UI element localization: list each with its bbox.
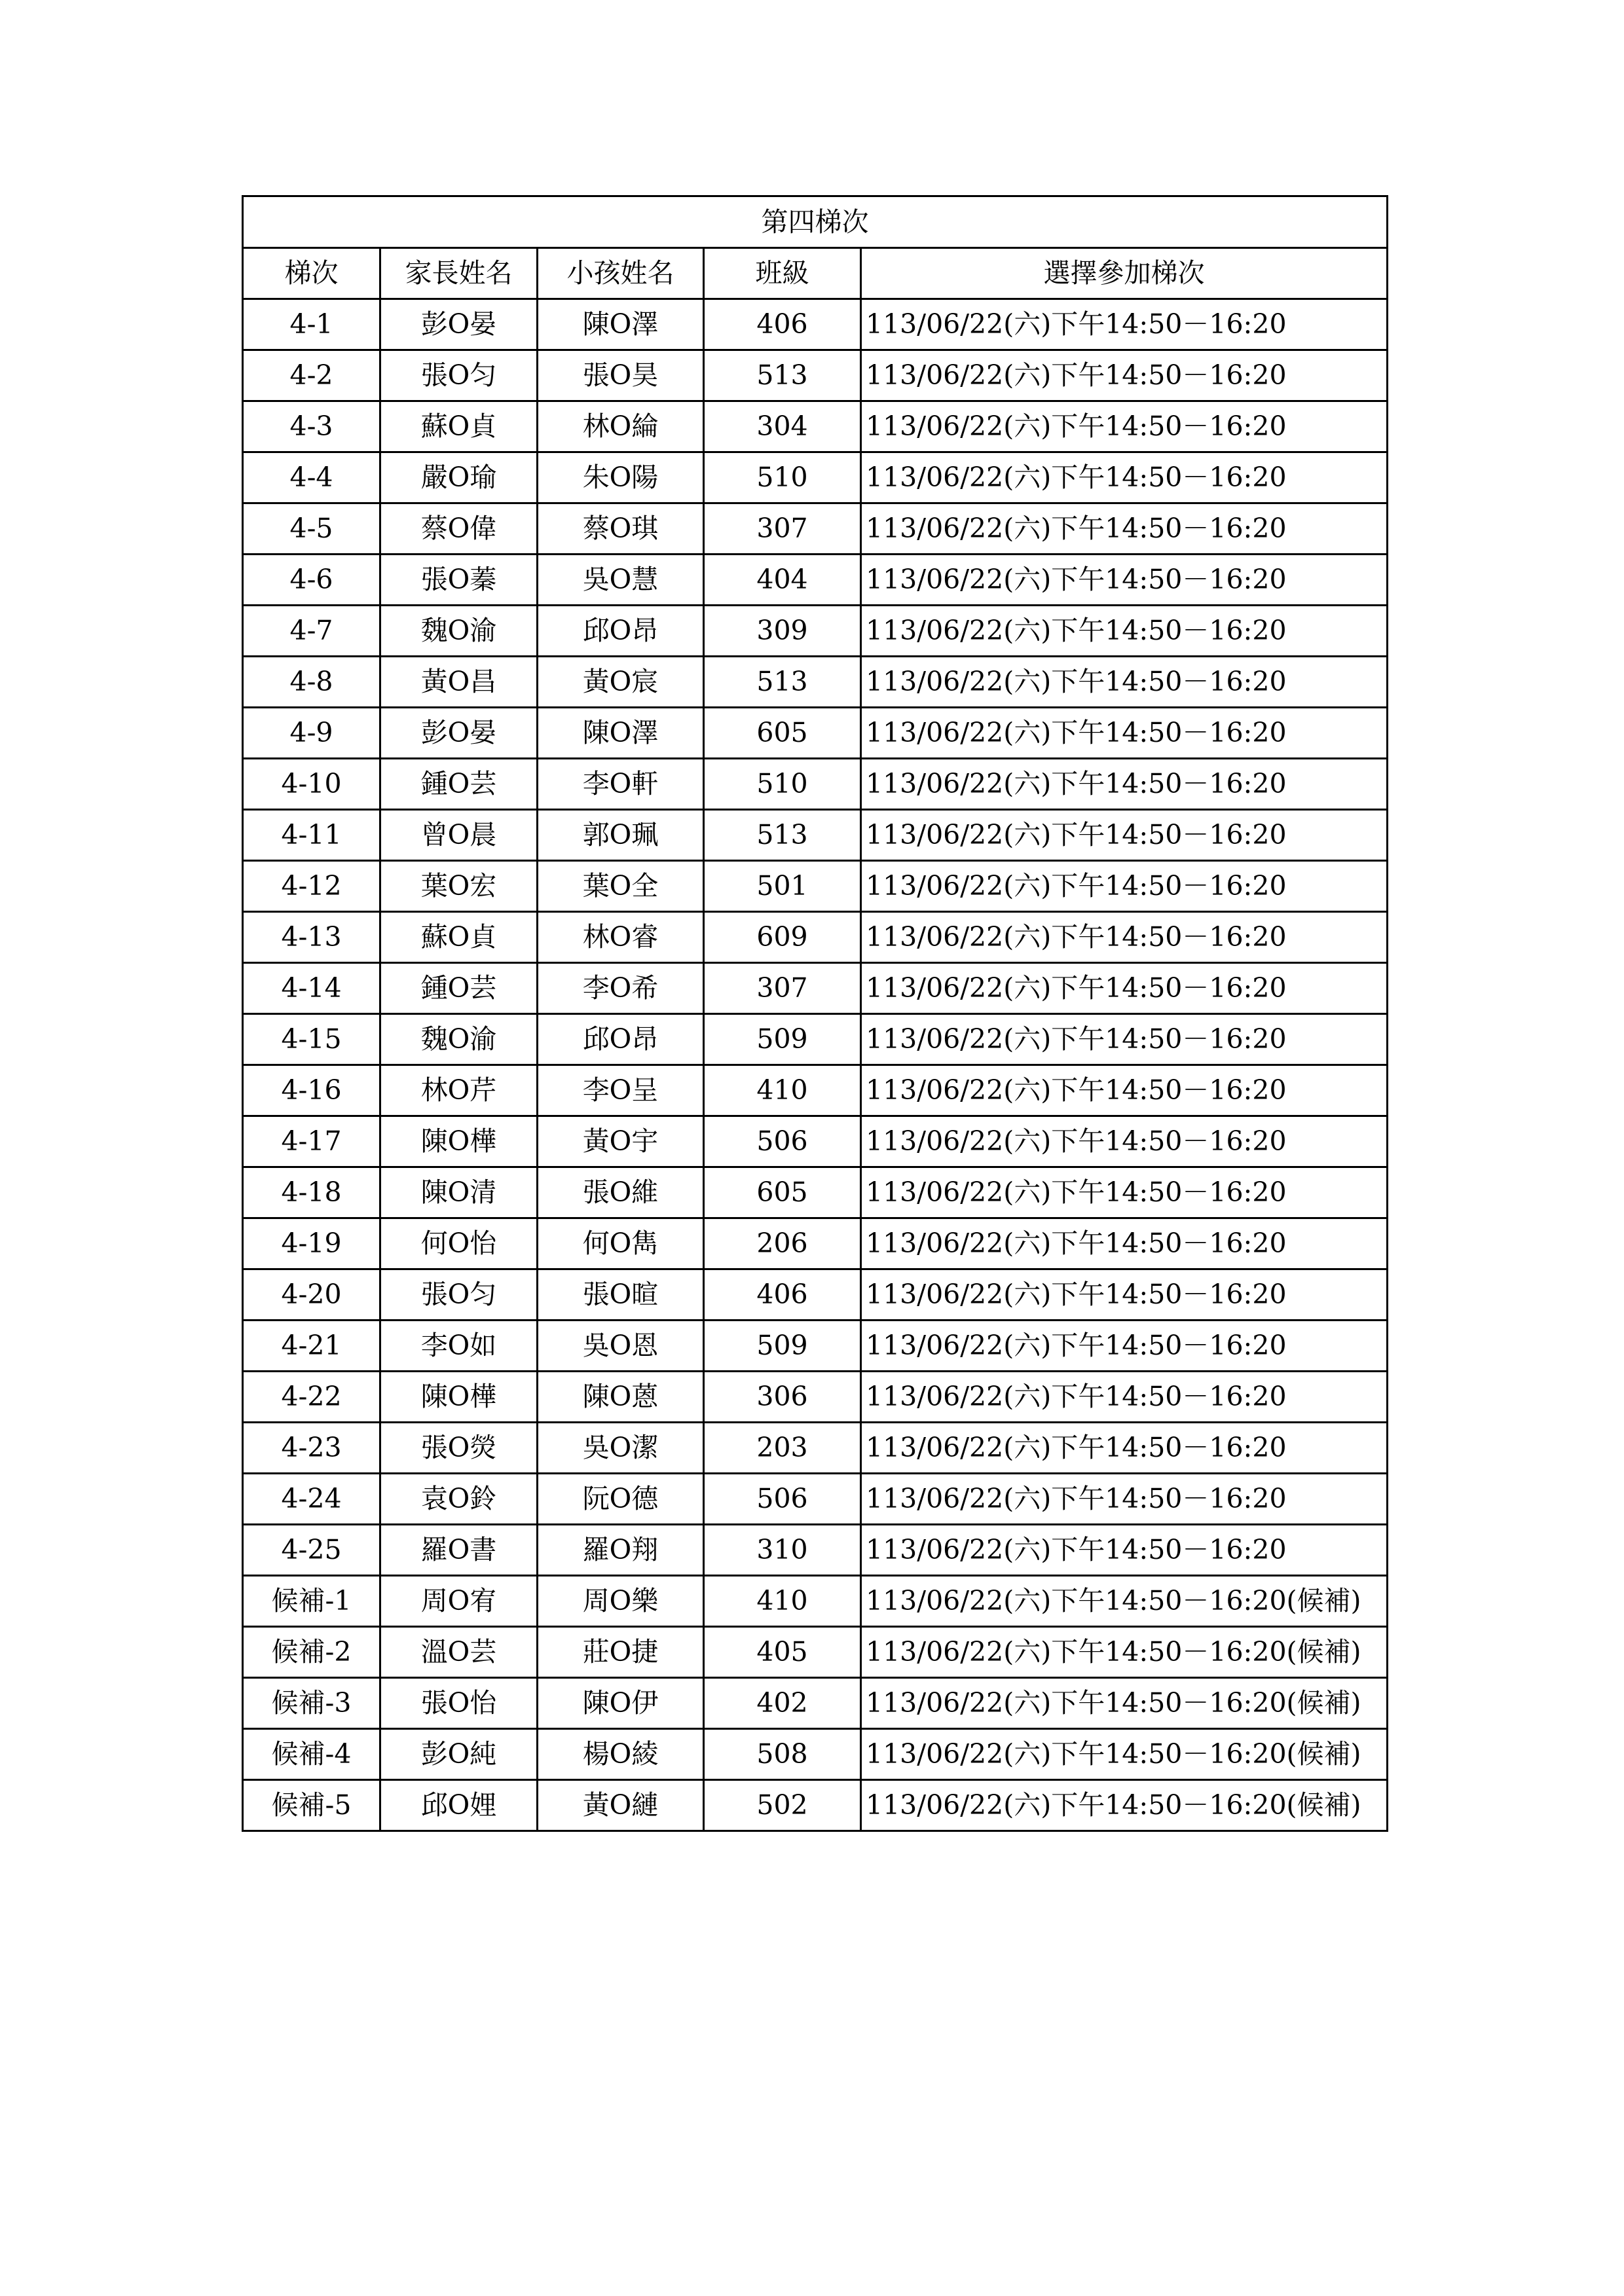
selected-session-cell: 113/06/22(六)下午14:50－16:20(候補): [861, 1780, 1388, 1831]
parent-name-cell: 林O芹: [380, 1065, 538, 1116]
parent-name-cell: 蔡O偉: [380, 503, 538, 555]
selected-session-cell: 113/06/22(六)下午14:50－16:20: [861, 350, 1388, 401]
class-cell: 304: [704, 401, 861, 452]
session-cell: 4-19: [243, 1218, 380, 1269]
child-name-cell: 張O昊: [538, 350, 704, 401]
class-cell: 410: [704, 1576, 861, 1627]
session-cell: 4-17: [243, 1116, 380, 1167]
title-row: [243, 196, 1388, 248]
table-row: [243, 657, 1388, 708]
table-row: [243, 452, 1388, 503]
selected-session-cell: 113/06/22(六)下午14:50－16:20: [861, 1269, 1388, 1321]
class-cell: 306: [704, 1372, 861, 1423]
table-row: [243, 1576, 1388, 1627]
parent-name-cell: 張O怡: [380, 1678, 538, 1729]
selected-session-cell: 113/06/22(六)下午14:50－16:20: [861, 1525, 1388, 1576]
table-title: 第四梯次: [243, 196, 1388, 248]
session-cell: 候補-3: [243, 1678, 380, 1729]
session-cell: 候補-1: [243, 1576, 380, 1627]
parent-name-cell: 李O如: [380, 1321, 538, 1372]
selected-session-cell: 113/06/22(六)下午14:50－16:20: [861, 299, 1388, 350]
parent-name-cell: 張O蓁: [380, 555, 538, 606]
class-cell: 307: [704, 963, 861, 1014]
header-parent-name: 家長姓名: [380, 248, 538, 299]
child-name-cell: 黃O宸: [538, 657, 704, 708]
schedule-table-body: [243, 196, 1388, 1831]
child-name-cell: 李O軒: [538, 759, 704, 810]
table-row: [243, 963, 1388, 1014]
session-cell: 4-16: [243, 1065, 380, 1116]
parent-name-cell: 羅O書: [380, 1525, 538, 1576]
child-name-cell: 何O雋: [538, 1218, 704, 1269]
selected-session-cell: 113/06/22(六)下午14:50－16:20(候補): [861, 1729, 1388, 1780]
table-row: [243, 350, 1388, 401]
selected-session-cell: 113/06/22(六)下午14:50－16:20: [861, 1218, 1388, 1269]
table-row: [243, 299, 1388, 350]
parent-name-cell: 何O怡: [380, 1218, 538, 1269]
session-cell: 4-6: [243, 555, 380, 606]
table-row: [243, 555, 1388, 606]
parent-name-cell: 陳O樺: [380, 1372, 538, 1423]
table-row: [243, 1269, 1388, 1321]
parent-name-cell: 鍾O芸: [380, 963, 538, 1014]
session-cell: 4-11: [243, 810, 380, 861]
table-row: [243, 1423, 1388, 1474]
session-cell: 4-8: [243, 657, 380, 708]
class-cell: 509: [704, 1321, 861, 1372]
parent-name-cell: 袁O鈴: [380, 1474, 538, 1525]
session-cell: 4-20: [243, 1269, 380, 1321]
selected-session-cell: 113/06/22(六)下午14:50－16:20(候補): [861, 1678, 1388, 1729]
child-name-cell: 張O暄: [538, 1269, 704, 1321]
session-cell: 4-21: [243, 1321, 380, 1372]
parent-name-cell: 蘇O貞: [380, 401, 538, 452]
header-class: 班級: [704, 248, 861, 299]
parent-name-cell: 魏O渝: [380, 606, 538, 657]
class-cell: 513: [704, 350, 861, 401]
table-row: [243, 503, 1388, 555]
table-row: [243, 1065, 1388, 1116]
class-cell: 605: [704, 1167, 861, 1218]
session-cell: 候補-5: [243, 1780, 380, 1831]
parent-name-cell: 嚴O瑜: [380, 452, 538, 503]
parent-name-cell: 彭O純: [380, 1729, 538, 1780]
selected-session-cell: 113/06/22(六)下午14:50－16:20: [861, 606, 1388, 657]
child-name-cell: 朱O陽: [538, 452, 704, 503]
selected-session-cell: 113/06/22(六)下午14:50－16:20: [861, 1116, 1388, 1167]
child-name-cell: 葉O全: [538, 861, 704, 912]
child-name-cell: 吳O恩: [538, 1321, 704, 1372]
child-name-cell: 陳O澤: [538, 299, 704, 350]
table-row: [243, 1729, 1388, 1780]
session-cell: 4-18: [243, 1167, 380, 1218]
selected-session-cell: 113/06/22(六)下午14:50－16:20: [861, 963, 1388, 1014]
selected-session-cell: 113/06/22(六)下午14:50－16:20(候補): [861, 1576, 1388, 1627]
table-row: [243, 1525, 1388, 1576]
session-cell: 4-5: [243, 503, 380, 555]
parent-name-cell: 陳O樺: [380, 1116, 538, 1167]
child-name-cell: 張O維: [538, 1167, 704, 1218]
parent-name-cell: 黃O昌: [380, 657, 538, 708]
child-name-cell: 蔡O琪: [538, 503, 704, 555]
table-row: [243, 1678, 1388, 1729]
class-cell: 506: [704, 1116, 861, 1167]
child-name-cell: 吳O慧: [538, 555, 704, 606]
session-cell: 4-4: [243, 452, 380, 503]
selected-session-cell: 113/06/22(六)下午14:50－16:20: [861, 1372, 1388, 1423]
class-cell: 513: [704, 657, 861, 708]
class-cell: 309: [704, 606, 861, 657]
table-row: [243, 1780, 1388, 1831]
session-cell: 4-1: [243, 299, 380, 350]
table-row: [243, 1474, 1388, 1525]
table-row: [243, 861, 1388, 912]
class-cell: 402: [704, 1678, 861, 1729]
selected-session-cell: 113/06/22(六)下午14:50－16:20: [861, 1321, 1388, 1372]
child-name-cell: 邱O昂: [538, 1014, 704, 1065]
selected-session-cell: 113/06/22(六)下午14:50－16:20: [861, 401, 1388, 452]
child-name-cell: 邱O昂: [538, 606, 704, 657]
child-name-cell: 郭O珮: [538, 810, 704, 861]
selected-session-cell: 113/06/22(六)下午14:50－16:20: [861, 1423, 1388, 1474]
child-name-cell: 陳O蒽: [538, 1372, 704, 1423]
class-cell: 307: [704, 503, 861, 555]
table-row: [243, 708, 1388, 759]
child-name-cell: 周O樂: [538, 1576, 704, 1627]
child-name-cell: 黃O宇: [538, 1116, 704, 1167]
table-row: [243, 1321, 1388, 1372]
session-cell: 4-25: [243, 1525, 380, 1576]
selected-session-cell: 113/06/22(六)下午14:50－16:20: [861, 1014, 1388, 1065]
session-cell: 候補-2: [243, 1627, 380, 1678]
selected-session-cell: 113/06/22(六)下午14:50－16:20: [861, 657, 1388, 708]
table-row: [243, 1116, 1388, 1167]
selected-session-cell: 113/06/22(六)下午14:50－16:20: [861, 452, 1388, 503]
schedule-table: [242, 195, 1388, 1832]
selected-session-cell: 113/06/22(六)下午14:50－16:20(候補): [861, 1627, 1388, 1678]
header-session: 梯次: [243, 248, 380, 299]
parent-name-cell: 邱O娌: [380, 1780, 538, 1831]
child-name-cell: 羅O翔: [538, 1525, 704, 1576]
table-row: [243, 1627, 1388, 1678]
table-row: [243, 810, 1388, 861]
class-cell: 506: [704, 1474, 861, 1525]
selected-session-cell: 113/06/22(六)下午14:50－16:20: [861, 1065, 1388, 1116]
class-cell: 405: [704, 1627, 861, 1678]
parent-name-cell: 張O匀: [380, 350, 538, 401]
selected-session-cell: 113/06/22(六)下午14:50－16:20: [861, 810, 1388, 861]
table-row: [243, 1014, 1388, 1065]
class-cell: 406: [704, 1269, 861, 1321]
child-name-cell: 李O呈: [538, 1065, 704, 1116]
table-row: [243, 1167, 1388, 1218]
parent-name-cell: 張O匀: [380, 1269, 538, 1321]
child-name-cell: 林O綸: [538, 401, 704, 452]
session-cell: 4-14: [243, 963, 380, 1014]
header-child-name: 小孩姓名: [538, 248, 704, 299]
session-cell: 候補-4: [243, 1729, 380, 1780]
class-cell: 510: [704, 759, 861, 810]
class-cell: 508: [704, 1729, 861, 1780]
class-cell: 206: [704, 1218, 861, 1269]
selected-session-cell: 113/06/22(六)下午14:50－16:20: [861, 708, 1388, 759]
child-name-cell: 吳O潔: [538, 1423, 704, 1474]
session-cell: 4-15: [243, 1014, 380, 1065]
class-cell: 406: [704, 299, 861, 350]
session-cell: 4-13: [243, 912, 380, 963]
class-cell: 609: [704, 912, 861, 963]
session-cell: 4-7: [243, 606, 380, 657]
table-row: [243, 912, 1388, 963]
child-name-cell: 李O希: [538, 963, 704, 1014]
selected-session-cell: 113/06/22(六)下午14:50－16:20: [861, 861, 1388, 912]
parent-name-cell: 鍾O芸: [380, 759, 538, 810]
selected-session-cell: 113/06/22(六)下午14:50－16:20: [861, 1167, 1388, 1218]
parent-name-cell: 周O宥: [380, 1576, 538, 1627]
child-name-cell: 黃O縺: [538, 1780, 704, 1831]
parent-name-cell: 陳O清: [380, 1167, 538, 1218]
selected-session-cell: 113/06/22(六)下午14:50－16:20: [861, 759, 1388, 810]
class-cell: 501: [704, 861, 861, 912]
header-row: [243, 248, 1388, 299]
parent-name-cell: 溫O芸: [380, 1627, 538, 1678]
child-name-cell: 莊O捷: [538, 1627, 704, 1678]
session-cell: 4-9: [243, 708, 380, 759]
class-cell: 509: [704, 1014, 861, 1065]
child-name-cell: 陳O伊: [538, 1678, 704, 1729]
table-row: [243, 606, 1388, 657]
class-cell: 513: [704, 810, 861, 861]
session-cell: 4-10: [243, 759, 380, 810]
parent-name-cell: 彭O晏: [380, 708, 538, 759]
child-name-cell: 楊O綾: [538, 1729, 704, 1780]
header-selected-session: 選擇參加梯次: [861, 248, 1388, 299]
parent-name-cell: 魏O渝: [380, 1014, 538, 1065]
selected-session-cell: 113/06/22(六)下午14:50－16:20: [861, 555, 1388, 606]
session-cell: 4-23: [243, 1423, 380, 1474]
parent-name-cell: 彭O晏: [380, 299, 538, 350]
class-cell: 510: [704, 452, 861, 503]
child-name-cell: 阮O德: [538, 1474, 704, 1525]
table-row: [243, 759, 1388, 810]
class-cell: 203: [704, 1423, 861, 1474]
selected-session-cell: 113/06/22(六)下午14:50－16:20: [861, 1474, 1388, 1525]
session-cell: 4-2: [243, 350, 380, 401]
session-cell: 4-22: [243, 1372, 380, 1423]
table-row: [243, 401, 1388, 452]
class-cell: 404: [704, 555, 861, 606]
table-row: [243, 1218, 1388, 1269]
table-row: [243, 1372, 1388, 1423]
session-cell: 4-12: [243, 861, 380, 912]
class-cell: 502: [704, 1780, 861, 1831]
selected-session-cell: 113/06/22(六)下午14:50－16:20: [861, 912, 1388, 963]
class-cell: 605: [704, 708, 861, 759]
parent-name-cell: 葉O宏: [380, 861, 538, 912]
selected-session-cell: 113/06/22(六)下午14:50－16:20: [861, 503, 1388, 555]
session-cell: 4-3: [243, 401, 380, 452]
child-name-cell: 陳O澤: [538, 708, 704, 759]
parent-name-cell: 張O熒: [380, 1423, 538, 1474]
parent-name-cell: 曾O晨: [380, 810, 538, 861]
child-name-cell: 林O睿: [538, 912, 704, 963]
class-cell: 410: [704, 1065, 861, 1116]
class-cell: 310: [704, 1525, 861, 1576]
session-cell: 4-24: [243, 1474, 380, 1525]
parent-name-cell: 蘇O貞: [380, 912, 538, 963]
